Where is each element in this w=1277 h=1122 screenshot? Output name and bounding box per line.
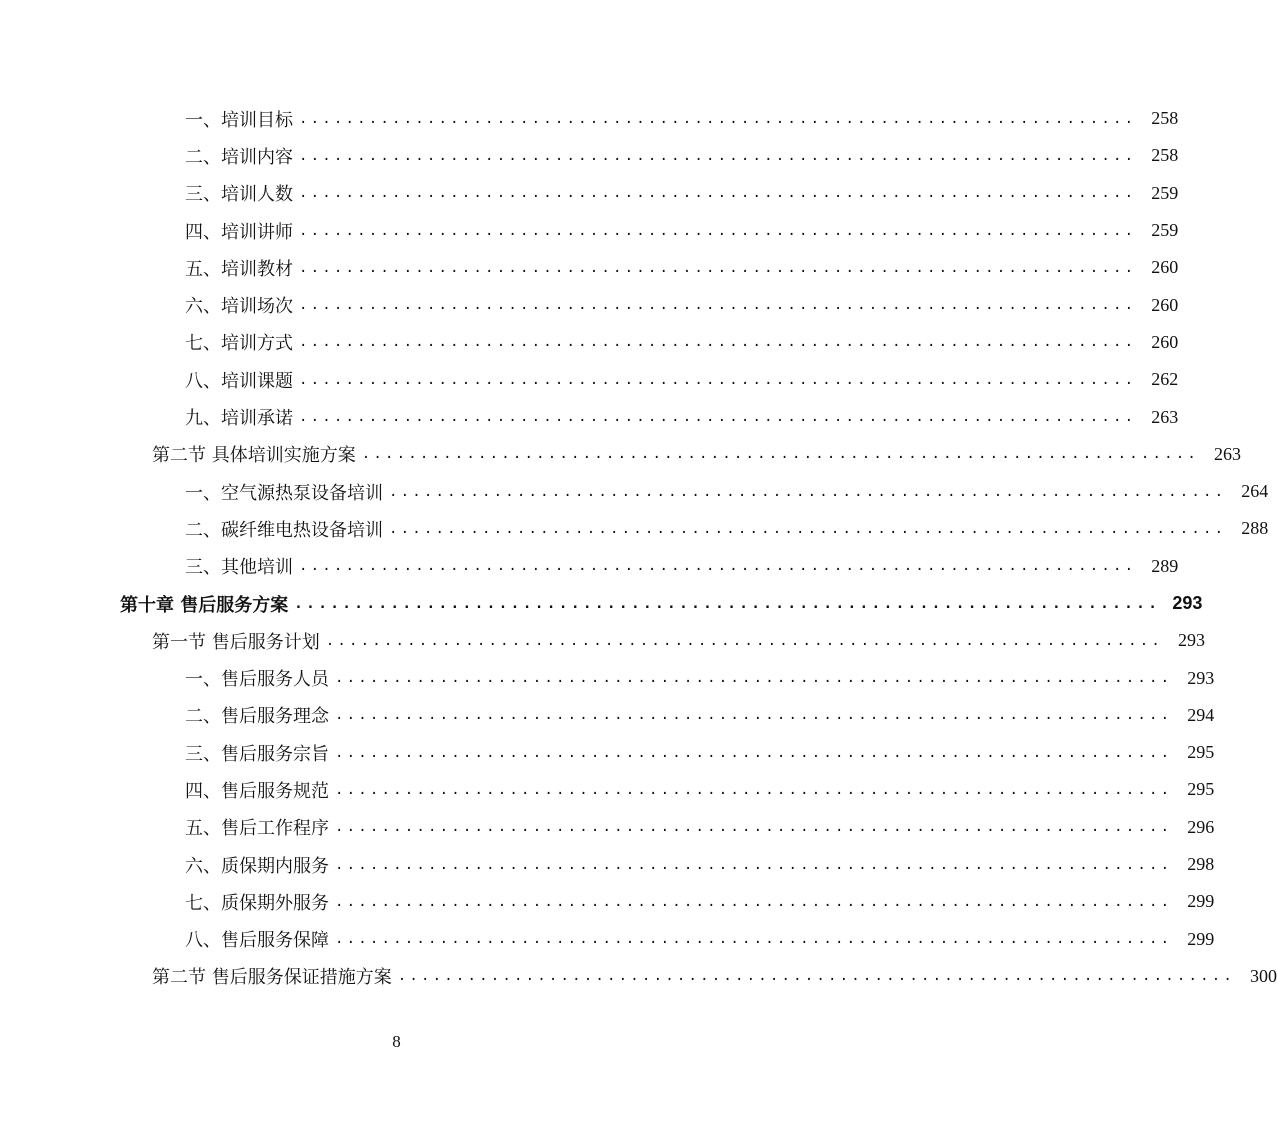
toc-entry-item[interactable] [0,548,1179,585]
toc-entry-page-number: 293 [1187,667,1215,688]
toc-entry-item[interactable] [0,883,1215,920]
toc-entry-item[interactable] [0,286,1179,323]
toc-entry-page-number: 295 [1187,742,1215,763]
toc-entry-page-number: 293 [1172,593,1203,613]
toc-entry-page-number: 260 [1151,331,1179,352]
toc-entry-item[interactable] [0,771,1215,808]
toc-dot-leader: ........................................................................ [335,781,1173,798]
toc-entry-page-number: 258 [1151,108,1179,129]
toc-dot-leader: ........................................................................ [335,744,1173,761]
toc-entry-page-number: 262 [1151,369,1179,390]
toc-entry-item[interactable] [0,361,1179,398]
toc-dot-leader: ........................................................................ [299,185,1137,202]
toc-entry-item[interactable] [0,324,1179,361]
toc-dot-leader: ........................................................................ [335,856,1173,873]
toc-dot-leader: ........................................................................ [299,147,1137,164]
toc-entry-page-number: 299 [1187,891,1215,912]
toc-entry-item[interactable] [0,175,1179,212]
toc-entry-page-number: 298 [1187,854,1215,875]
toc-entry-section[interactable] [0,436,1242,473]
toc-dot-leader: ........................................................................ [361,446,1200,463]
toc-entry-item[interactable] [0,137,1179,174]
toc-dot-leader: ........................................................................ [335,670,1173,687]
toc-entry-item[interactable] [0,398,1179,435]
toc-entry-section[interactable] [0,622,1206,659]
toc-dot-leader: ........................................................................ [335,893,1173,910]
toc-entry-title: 八、培训课题 [185,370,293,392]
toc-dot-leader: ........................................................................ [389,520,1227,537]
toc-entry-page-number: 296 [1187,816,1215,837]
toc-entry-item[interactable] [0,659,1215,696]
toc-entry-item[interactable] [0,697,1215,734]
toc-dot-leader: ........................................................................ [299,222,1137,239]
table-of-contents [0,100,1277,995]
toc-entry-page-number: 299 [1187,928,1215,949]
toc-entry-item[interactable] [0,249,1179,286]
toc-entry-page-number: 300 [1250,965,1277,986]
toc-entry-title: 七、培训方式 [185,333,293,355]
toc-entry-title: 二、碳纤维电热设备培训 [185,519,383,541]
toc-dot-leader: ........................................................................ [397,968,1236,985]
toc-entry-page-number: 289 [1151,555,1179,576]
toc-dot-leader: ........................................................................ [299,558,1137,575]
toc-entry-title: 六、质保期内服务 [185,855,329,877]
toc-entry-title: 八、售后服务保障 [185,930,329,952]
toc-entry-title: 第十章 售后服务方案 [120,594,289,616]
toc-entry-title: 六、培训场次 [185,296,293,318]
toc-entry-item[interactable] [0,809,1215,846]
page-number: 8 [392,1032,401,1051]
toc-entry-item[interactable] [0,846,1215,883]
toc-dot-leader: ........................................................................ [335,931,1173,948]
toc-entry-title: 一、培训目标 [185,109,293,131]
toc-entry-page-number: 294 [1187,704,1215,725]
toc-entry-title: 九、培训承诺 [185,408,293,430]
toc-entry-title: 二、培训内容 [185,146,293,168]
toc-entry-title: 七、质保期外服务 [185,892,329,914]
toc-entry-page-number: 293 [1178,630,1206,651]
toc-entry-title: 一、售后服务人员 [185,669,329,691]
toc-entry-page-number: 263 [1151,406,1179,427]
toc-entry-item[interactable] [0,473,1269,510]
toc-entry-title: 三、其他培训 [185,557,293,579]
toc-entry-title: 五、售后工作程序 [185,818,329,840]
toc-dot-leader: ........................................................................ [299,297,1137,314]
toc-entry-chapter[interactable] [0,585,1203,622]
toc-dot-leader: ........................................................................ [299,110,1137,127]
toc-dot-leader: ........................................................................ [294,595,1161,612]
toc-dot-leader: ........................................................................ [299,334,1137,351]
toc-entry-item[interactable] [0,921,1215,958]
toc-entry-page-number: 263 [1214,443,1242,464]
toc-entry-title: 二、售后服务理念 [185,706,329,728]
toc-dot-leader: ........................................................................ [335,819,1173,836]
toc-entry-title: 第一节 售后服务计划 [152,631,320,653]
toc-entry-page-number: 260 [1151,294,1179,315]
toc-dot-leader: ........................................................................ [389,483,1227,500]
toc-entry-title: 第二节 具体培训实施方案 [152,445,356,467]
toc-entry-title: 四、培训讲师 [185,221,293,243]
toc-entry-item[interactable] [0,100,1179,137]
toc-entry-title: 一、空气源热泵设备培训 [185,482,383,504]
toc-dot-leader: ........................................................................ [299,259,1137,276]
toc-entry-page-number: 295 [1187,779,1215,800]
toc-entry-title: 三、售后服务宗旨 [185,743,329,765]
toc-entry-page-number: 259 [1151,220,1179,241]
toc-entry-item[interactable] [0,734,1215,771]
toc-dot-leader: ........................................................................ [325,632,1164,649]
toc-entry-title: 四、售后服务规范 [185,780,329,802]
toc-entry-page-number: 258 [1151,145,1179,166]
toc-entry-title: 三、培训人数 [185,184,293,206]
toc-dot-leader: ........................................................................ [299,371,1137,388]
toc-entry-title: 第二节 售后服务保证措施方案 [152,967,392,989]
toc-entry-page-number: 288 [1241,518,1269,539]
toc-entry-title: 五、培训教材 [185,258,293,280]
toc-entry-page-number: 264 [1241,481,1269,502]
toc-dot-leader: ........................................................................ [335,707,1173,724]
toc-entry-item[interactable] [0,510,1269,547]
toc-entry-page-number: 260 [1151,257,1179,278]
toc-entry-page-number: 259 [1151,182,1179,203]
toc-entry-section[interactable] [0,958,1277,995]
toc-dot-leader: ........................................................................ [299,409,1137,426]
toc-entry-item[interactable] [0,212,1179,249]
